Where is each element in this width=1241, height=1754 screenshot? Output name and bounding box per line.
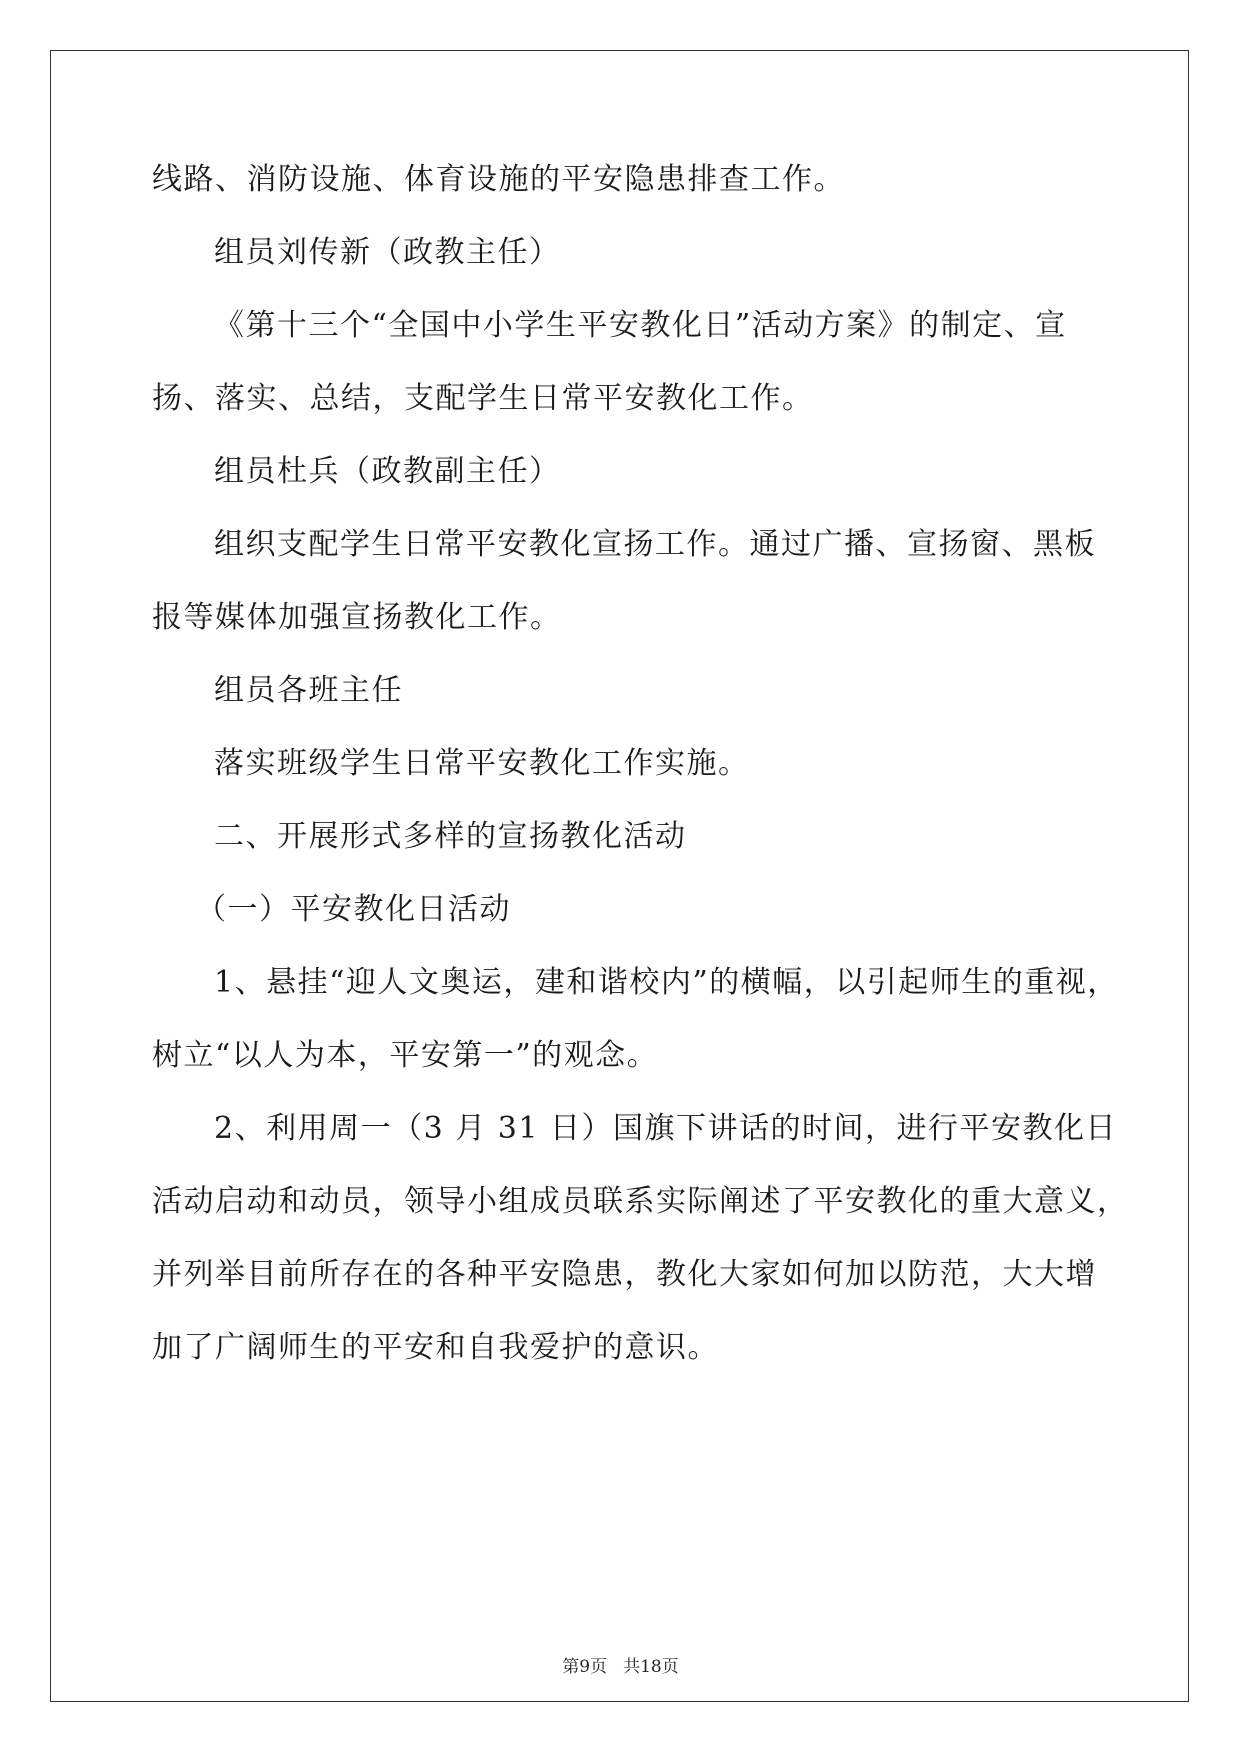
page-border: [50, 50, 1189, 1702]
text-line: 报等媒体加强宣扬教化工作。: [152, 600, 562, 635]
text-line: 线路、消防设施、体育设施的平安隐患排查工作。: [152, 162, 845, 197]
text-line: 《第十三个“全国中小学生平安教化日”活动方案》的制定、宣: [214, 308, 1067, 343]
text-line: 组员刘传新（政教主任）: [214, 235, 561, 270]
text-line: 2、利用周一（3 月 31 日）国旗下讲话的时间，进行平安教化日: [214, 1111, 1117, 1146]
subsection-heading: （一）平安教化日活动: [196, 892, 511, 927]
text-line: 组员各班主任: [214, 673, 403, 708]
page-total: 共18页: [623, 1657, 679, 1677]
text-line: 组员杜兵（政教副主任）: [214, 454, 561, 489]
section-heading: 二、开展形式多样的宣扬教化活动: [214, 819, 687, 854]
text-line: 1、悬挂“迎人文奥运，建和谐校内”的横幅，以引起师生的重视，: [214, 965, 1119, 1000]
text-line: 活动启动和动员，领导小组成员联系实际阐述了平安教化的重大意义，: [152, 1184, 1129, 1219]
text-line: 落实班级学生日常平安教化工作实施。: [214, 746, 750, 781]
text-line: 组织支配学生日常平安教化宣扬工作。通过广播、宣扬窗、黑板: [214, 527, 1096, 562]
text-line: 并列举目前所存在的各种平安隐患，教化大家如何加以防范，大大增: [152, 1257, 1097, 1292]
page-footer: [0, 1655, 1241, 1679]
text-line: 树立“以人为本，平安第一”的观念。: [152, 1038, 659, 1073]
text-line: 加了广阔师生的平安和自我爱护的意识。: [152, 1330, 719, 1365]
text-line: 扬、落实、总结，支配学生日常平安教化工作。: [152, 381, 814, 416]
page-number: 第9页: [562, 1657, 608, 1677]
